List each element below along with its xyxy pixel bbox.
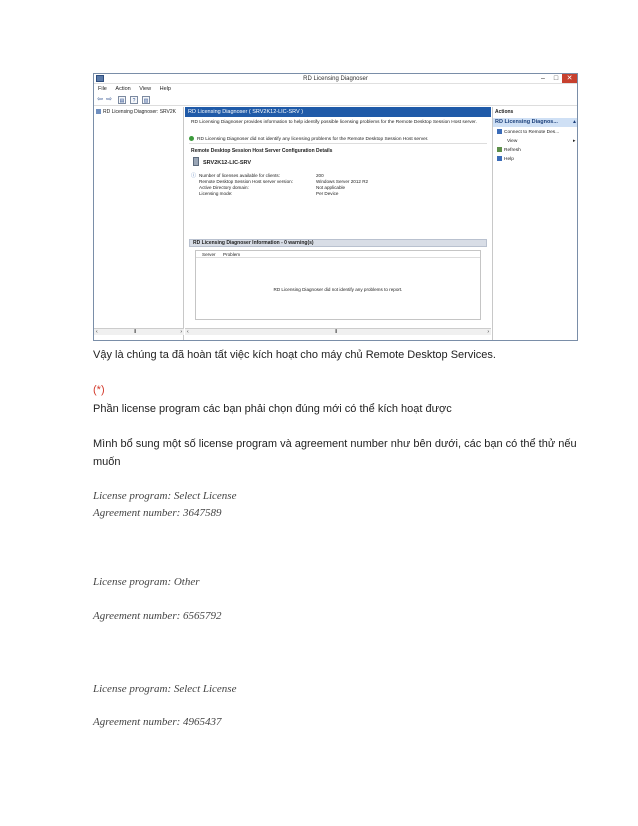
server-icon bbox=[193, 157, 199, 166]
detail-value: Per Device bbox=[316, 191, 339, 196]
column-problem[interactable]: Problem bbox=[223, 252, 241, 257]
description-text: RD Licensing Diagnoser provides information to help identify possible licensing problems for the Remote Desktop Session Host server. bbox=[191, 120, 477, 125]
detail-value: 200 bbox=[316, 173, 324, 178]
details-header: RD Licensing Diagnoser ( SRV2K12-LIC-SRV ) bbox=[185, 107, 491, 117]
license-program-2: License program: Other bbox=[93, 576, 200, 588]
title-bar bbox=[94, 74, 577, 84]
scroll-left-icon[interactable]: ‹ bbox=[187, 329, 189, 335]
tree-item-diagnoser[interactable] bbox=[96, 109, 176, 115]
agreement-number-1: Agreement number: 3647589 bbox=[93, 507, 222, 519]
action-label: View bbox=[507, 139, 518, 144]
console-tree-icon[interactable]: ▤ bbox=[119, 98, 125, 104]
problems-grid bbox=[195, 250, 481, 320]
detail-key: Remote Desktop Session Host server version: bbox=[199, 179, 293, 184]
server-name: SRV2K12-LIC-SRV bbox=[203, 160, 252, 166]
actions-header: Actions bbox=[495, 109, 514, 115]
rd-licensing-window bbox=[93, 73, 578, 341]
action-label: Refresh bbox=[504, 148, 521, 153]
agreement-number-3: Agreement number: 4965437 bbox=[93, 716, 222, 728]
scroll-right-icon[interactable]: › bbox=[180, 329, 182, 335]
scroll-thumb-icon[interactable]: ⦀ bbox=[134, 329, 137, 335]
help-icon[interactable]: ? bbox=[130, 96, 138, 104]
license-program-3: License program: Select License bbox=[93, 683, 237, 695]
submenu-arrow-icon[interactable]: ▸ bbox=[573, 138, 576, 144]
forward-arrow-icon[interactable]: ⇨ bbox=[106, 96, 112, 103]
scroll-left-icon[interactable]: ‹ bbox=[96, 329, 98, 335]
doc-footnote-marker: (*) bbox=[93, 384, 105, 396]
help-book-icon bbox=[497, 156, 502, 161]
collapse-arrow-icon[interactable]: ▲ bbox=[572, 119, 577, 125]
connect-icon bbox=[497, 129, 502, 134]
actions-selected-label: RD Licensing Diagnos... bbox=[495, 119, 558, 125]
doc-line-supplement-cont: muốn bbox=[93, 456, 121, 468]
minimize-button[interactable]: – bbox=[541, 75, 545, 82]
menu-bar bbox=[94, 85, 577, 94]
action-label: Connect to Remote Des... bbox=[504, 130, 560, 135]
tree-horizontal-scrollbar[interactable] bbox=[94, 328, 184, 335]
menu-action[interactable]: Action bbox=[115, 86, 131, 92]
status-line bbox=[189, 136, 487, 144]
check-icon bbox=[189, 136, 194, 141]
detail-row bbox=[191, 191, 391, 197]
details-horizontal-scrollbar[interactable] bbox=[185, 328, 491, 335]
detail-value: Windows Server 2012 R2 bbox=[316, 179, 369, 184]
info-bar[interactable]: RD Licensing Diagnoser Information - 0 warning(s) bbox=[189, 239, 487, 247]
scroll-right-icon[interactable]: › bbox=[487, 329, 489, 335]
maximize-button[interactable]: □ bbox=[553, 75, 559, 82]
detail-key: Licensing mode: bbox=[199, 191, 233, 196]
toolbar bbox=[94, 95, 577, 106]
action-help[interactable] bbox=[497, 156, 514, 163]
info-icon: ⓘ bbox=[191, 173, 197, 179]
column-server[interactable]: Server bbox=[202, 252, 216, 257]
agreement-number-2: Agreement number: 6565792 bbox=[93, 610, 222, 622]
actions-pane bbox=[492, 107, 578, 341]
tree-item-label: RD Licensing Diagnoser: SRV2K bbox=[103, 109, 177, 115]
config-details bbox=[191, 173, 391, 197]
diagnoser-icon bbox=[96, 109, 101, 114]
actions-selected-node[interactable] bbox=[493, 118, 578, 127]
detail-key: Number of licenses available for clients: bbox=[199, 173, 280, 178]
menu-view[interactable]: View bbox=[139, 86, 152, 92]
action-connect[interactable] bbox=[497, 129, 559, 136]
refresh-icon bbox=[497, 147, 502, 152]
action-label: Help bbox=[504, 157, 514, 162]
action-view[interactable] bbox=[507, 138, 517, 145]
close-button[interactable]: ✕ bbox=[562, 74, 577, 83]
doc-line-license-note: Phần license program các bạn phải chọn đúng mới có thể kích hoạt được bbox=[93, 403, 452, 415]
grid-header bbox=[196, 251, 480, 258]
details-pane bbox=[185, 107, 491, 341]
section-title: Remote Desktop Session Host Server Configuration Details bbox=[191, 148, 333, 154]
action-pane-icon[interactable]: ▥ bbox=[143, 98, 149, 104]
console-tree bbox=[94, 107, 184, 341]
doc-line-supplement: Mình bổ sung một số license program và agreement number như bên dưới, các bạn có thể thử nếu bbox=[93, 438, 577, 450]
detail-key: Active Directory domain: bbox=[199, 185, 249, 190]
detail-value: Not applicable bbox=[316, 185, 346, 190]
back-arrow-icon[interactable]: ⇦ bbox=[97, 96, 103, 103]
status-text: RD Licensing Diagnoser did not identify any licensing problems for the Remote Desktop Session Host server. bbox=[197, 137, 429, 142]
menu-help[interactable]: Help bbox=[159, 86, 171, 92]
doc-line-complete: Vậy là chúng ta đã hoàn tất việc kích hoạt cho máy chủ Remote Desktop Services. bbox=[93, 349, 496, 361]
license-program-1: License program: Select License bbox=[93, 490, 237, 502]
window-title: RD Licensing Diagnoser bbox=[303, 76, 368, 82]
scroll-thumb-icon[interactable]: ⦀ bbox=[335, 329, 338, 335]
grid-message: RD Licensing Diagnoser did not identify any problems to report. bbox=[273, 287, 403, 292]
menu-file[interactable]: File bbox=[98, 86, 107, 92]
action-refresh[interactable] bbox=[497, 147, 521, 154]
